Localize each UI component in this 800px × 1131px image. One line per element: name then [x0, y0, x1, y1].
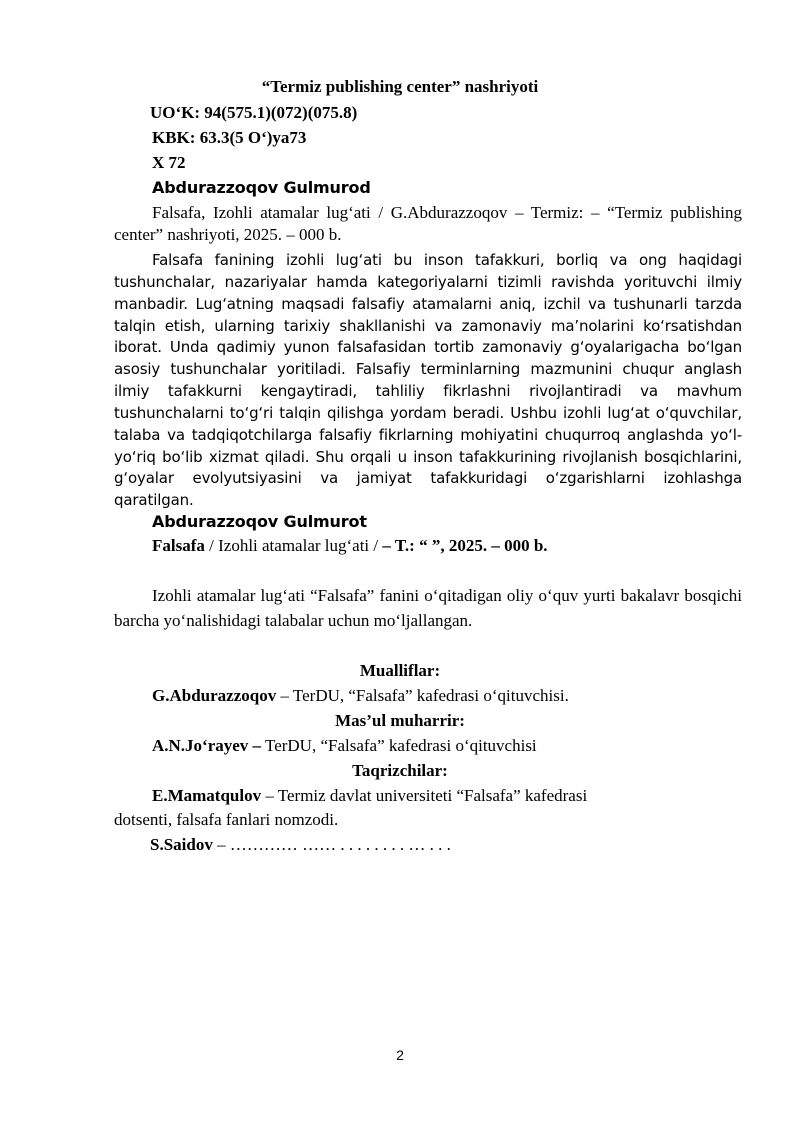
editor-entry: [152, 735, 537, 757]
purpose-paragraph: Izohli atamalar lug‘ati “Falsafa” fanini o‘qitadigan oliy o‘quv yurti bakalavr bosqichi barcha yo‘nalishidagi talabalar uchun mo‘ljallangan.: [114, 586, 742, 630]
reviewer2-name: S.Saidov: [150, 835, 213, 854]
imprint: – T.: “ ”, 2025. – 000 b.: [382, 536, 548, 555]
reviewer2-entry: [150, 834, 451, 856]
author2-heading: Abdurazzoqov Gulmurot: [152, 512, 367, 531]
editor-heading: Mas’ul muharrir:: [335, 711, 465, 730]
editor-description: TerDU, “Falsafa” kafedrasi o‘qituvchisi: [261, 736, 537, 755]
reviewer1-description: – Termiz davlat universiteti “Falsafa” kafedrasi: [261, 786, 588, 805]
author-entry: [152, 685, 569, 707]
reviewers-heading: Taqrizchilar:: [352, 761, 448, 780]
page-number: 2: [396, 1047, 404, 1063]
bbk-code: KBK: 63.3(5 O‘)ya73: [152, 128, 307, 147]
author-sign-code: X 72: [152, 153, 186, 172]
reviewer2-description: – ………… …… . . . . . . . . … . . .: [212, 835, 451, 854]
title-line: [152, 535, 548, 557]
author-description: – TerDU, “Falsafa” kafedrasi o‘qituvchisi.: [276, 686, 569, 705]
book-title: Falsafa: [152, 536, 205, 555]
citation-paragraph: Falsafa, Izohli atamalar lug‘ati / G.Abdurazzoqov – Termiz: – “Termiz publishing center” nashriyoti, 2025. – 000 b.: [114, 203, 742, 244]
reviewer1-description-cont: dotsenti, falsafa fanlari nomzodi.: [114, 810, 339, 829]
udk-code: UO‘K: 94(575.1)(072)(075.8): [150, 103, 358, 122]
author-heading: Abdurazzoqov Gulmurod: [152, 178, 371, 197]
publisher-line: “Termiz publishing center” nashriyoti: [261, 77, 539, 96]
reviewer1-name: E.Mamatqulov: [152, 786, 262, 805]
editor-name: A.N.Jo‘rayev –: [152, 736, 262, 755]
author-name: G.Abdurazzoqov: [152, 686, 277, 705]
book-subtitle: / Izohli atamalar lug‘ati /: [204, 536, 383, 555]
authors-heading: Mualliflar:: [359, 661, 441, 680]
reviewer1-entry: [152, 785, 587, 807]
abstract-paragraph: Falsafa fanining izohli lug‘ati bu inson tafakkuri, borliq va ong haqidagi tushunchalar, nazariyalar hamda kategoriyalarni tizimli ravishda yorituvchi ilmiy manbadir. Lug‘atning maqsadi falsafiy atamalarni aniq, izchil va tushunarli tarzda talqin etish, ularning tarixiy shakllanishi va zamonaviy ma’nolarini ko‘rsatishdan iborat. Unda qadimiy yunon falsafasidan tortib zamonaviy g‘oyalarigacha bo‘lgan asosiy tushunchalar yoritiladi. Falsafiy terminlarning mazmunini chuqur anglash ilmiy tafakkurni kengaytiradi, tahliliy fikrlashni rivojlantiradi va mavhum tushunchalarni to‘g‘ri talqin qilishga yordam beradi. Ushbu izohli lug‘at o‘quvchilar, talaba va tadqiqotchilarga falsafiy fikrlarning mohiyatini chuqurroq anglashda yo‘l-yo‘riq bo‘lib xizmat qiladi. Shu orqali u inson tafakkurining rivojlanish bosqichlarini, g‘oyalar evolyutsiyasini va jamiyat tafakkuridagi o‘zgarishlarni izohlashga qaratilgan.: [114, 251, 742, 510]
